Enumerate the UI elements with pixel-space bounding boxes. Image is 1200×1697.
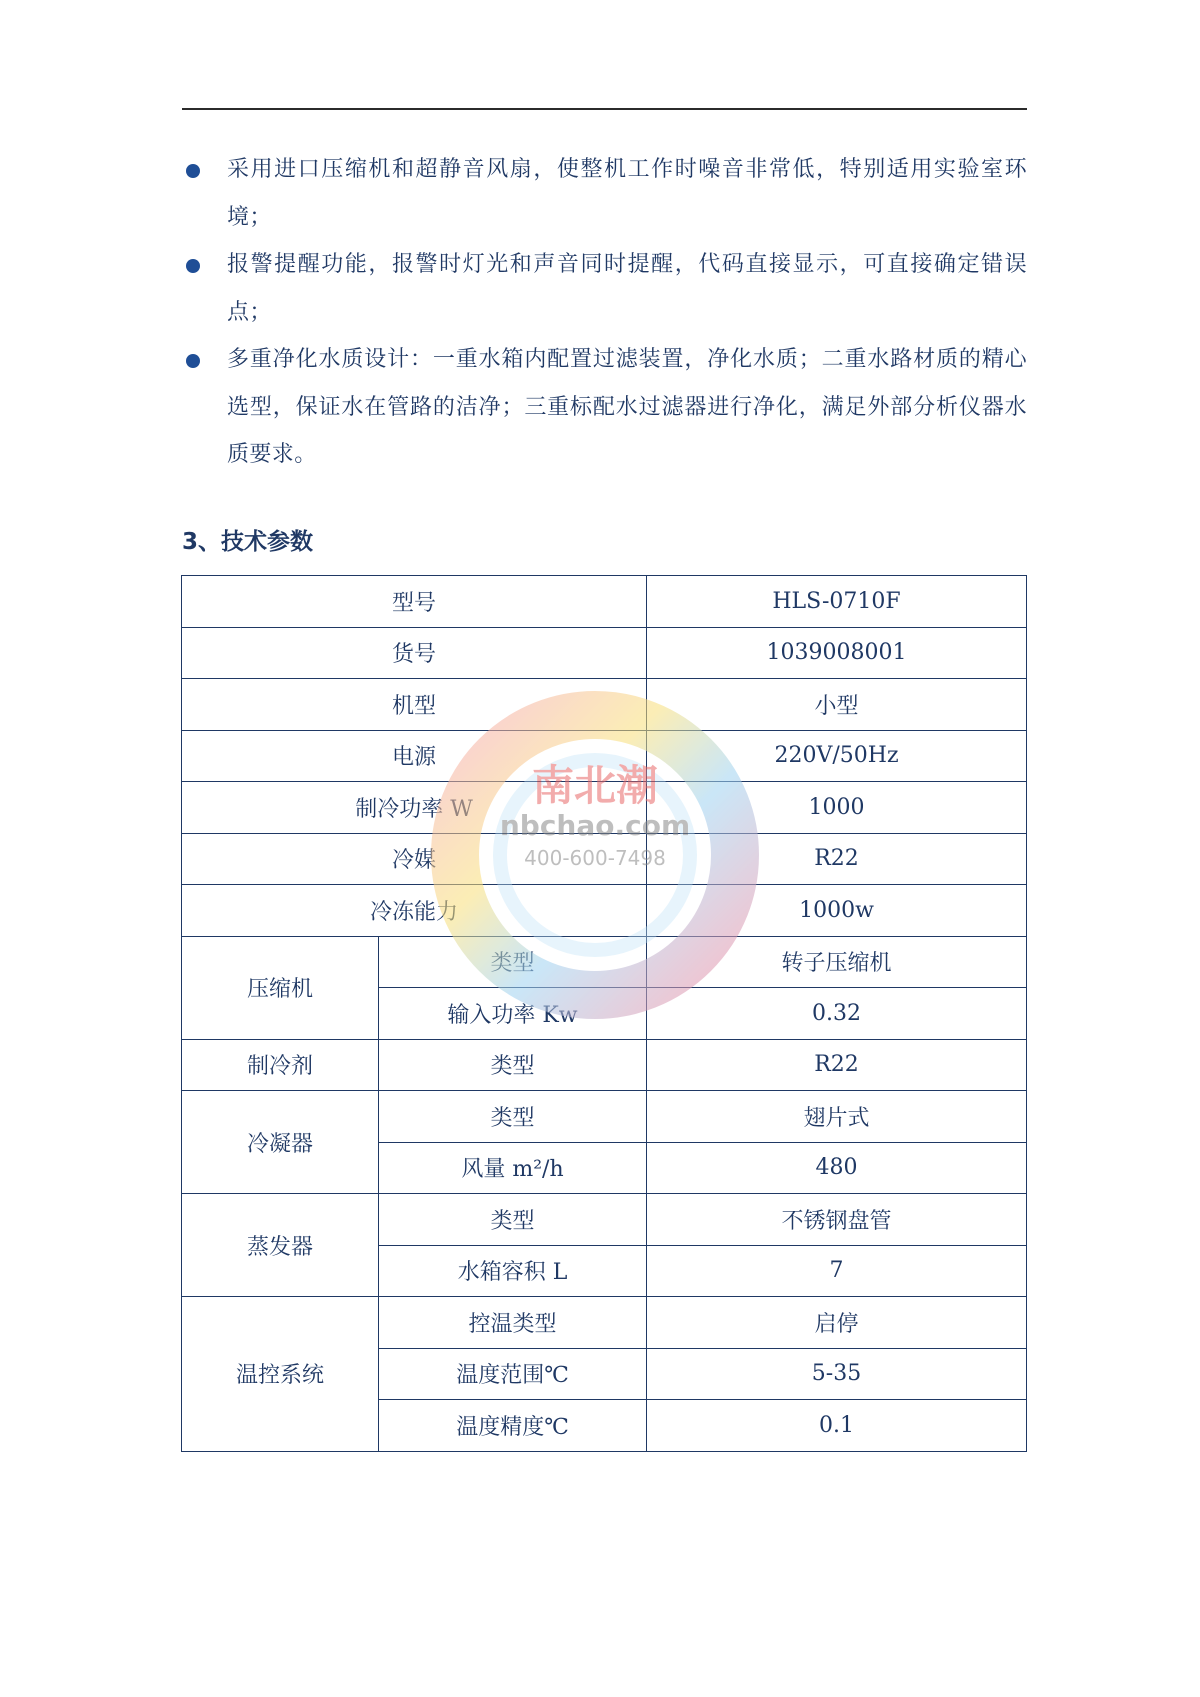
spec-label: 水箱容积 L	[379, 1245, 647, 1297]
spec-row	[182, 1091, 1027, 1143]
spec-row	[182, 1297, 1027, 1349]
spec-label: 类型	[379, 936, 647, 988]
bullet-dot-icon	[186, 354, 200, 368]
spec-label: 类型	[379, 1039, 647, 1091]
spec-label: 控温类型	[379, 1297, 647, 1349]
watermark-brand: 南北潮	[531, 761, 659, 810]
spec-value: 小型	[647, 679, 1027, 731]
spec-row	[182, 730, 1027, 782]
section-title: 3、技术参数	[182, 529, 314, 555]
spec-value: HLS-0710F	[647, 576, 1027, 628]
spec-row	[182, 1194, 1027, 1246]
spec-value: 1000w	[647, 885, 1027, 937]
watermark-phone: 400-600-7498	[524, 846, 666, 870]
spec-value: 5-35	[647, 1348, 1027, 1400]
spec-value: 1039008001	[647, 627, 1027, 679]
spec-label: 货号	[182, 627, 647, 679]
spec-value: 1000	[647, 782, 1027, 834]
spec-label: 类型	[379, 1194, 647, 1246]
spec-label: 电源	[182, 730, 647, 782]
spec-label: 温度范围℃	[379, 1348, 647, 1400]
spec-label: 温度精度℃	[379, 1400, 647, 1452]
spec-row	[182, 885, 1027, 937]
spec-label: 冷媒	[182, 833, 647, 885]
spec-value: 7	[647, 1245, 1027, 1297]
spec-row	[182, 627, 1027, 679]
header-rule	[182, 108, 1027, 110]
spec-label: 机型	[182, 679, 647, 731]
spec-value: 220V/50Hz	[647, 730, 1027, 782]
spec-row	[182, 1039, 1027, 1091]
feature-item: 采用进口压缩机和超静音风扇，使整机工作时噪音非常低，特别适用实验室环境；	[182, 146, 1027, 241]
spec-label: 输入功率 Kw	[379, 988, 647, 1040]
spec-value: 不锈钢盘管	[647, 1194, 1027, 1246]
spec-label: 型号	[182, 576, 647, 628]
bullet-dot-icon	[186, 164, 200, 178]
spec-row	[182, 936, 1027, 988]
spec-value: 翅片式	[647, 1091, 1027, 1143]
spec-value: 0.1	[647, 1400, 1027, 1452]
spec-label: 冷冻能力	[182, 885, 647, 937]
spec-group-name: 冷凝器	[182, 1091, 379, 1194]
spec-value: R22	[647, 1039, 1027, 1091]
spec-group-name: 压缩机	[182, 936, 379, 1039]
spec-value: 启停	[647, 1297, 1027, 1349]
spec-value: R22	[647, 833, 1027, 885]
spec-row	[182, 833, 1027, 885]
feature-item: 多重净化水质设计：一重水箱内配置过滤装置，净化水质；二重水路材质的精心选型，保证水在管路的洁净；三重标配水过滤器进行净化，满足外部分析仪器水质要求。	[182, 336, 1027, 479]
watermark-site: nbchao.com	[499, 809, 691, 842]
spec-value: 0.32	[647, 988, 1027, 1040]
bullet-dot-icon	[186, 259, 200, 273]
spec-group-name: 温控系统	[182, 1297, 379, 1452]
spec-row	[182, 576, 1027, 628]
spec-table	[181, 575, 1027, 1452]
spec-label: 风量 m²/h	[379, 1142, 647, 1194]
spec-value: 480	[647, 1142, 1027, 1194]
feature-item: 报警提醒功能，报警时灯光和声音同时提醒，代码直接显示，可直接确定错误点；	[182, 241, 1027, 336]
spec-group-name: 制冷剂	[182, 1039, 379, 1091]
spec-group-name: 蒸发器	[182, 1194, 379, 1297]
spec-row	[182, 782, 1027, 834]
spec-label: 类型	[379, 1091, 647, 1143]
spec-value: 转子压缩机	[647, 936, 1027, 988]
spec-row	[182, 679, 1027, 731]
feature-list	[182, 146, 1027, 479]
spec-label: 制冷功率 W	[182, 782, 647, 834]
